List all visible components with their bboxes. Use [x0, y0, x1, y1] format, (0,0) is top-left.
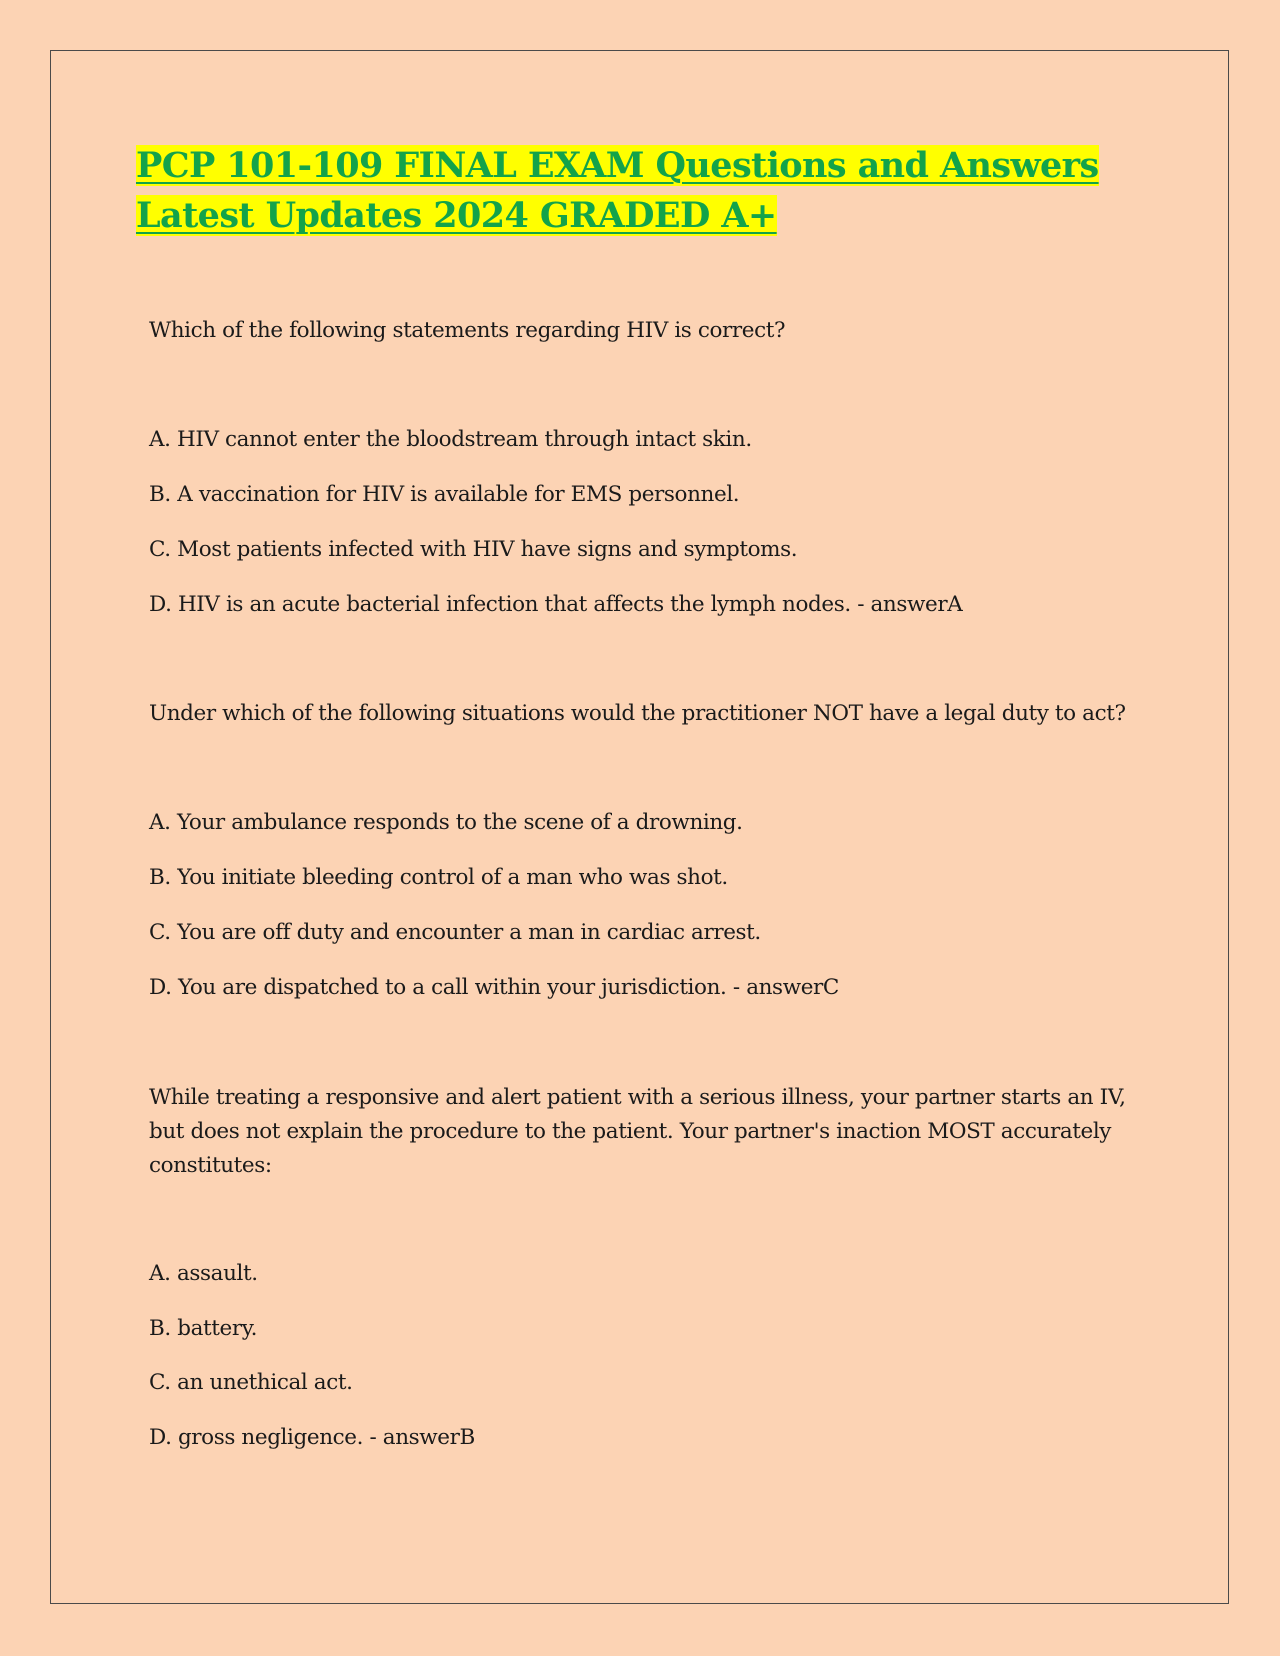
question-2-option-b: B. You initiate bleeding control of a man who was shot.	[149, 865, 728, 890]
question-1: Which of the following statements regarding HIV is correct?	[149, 318, 786, 343]
question-1-option-d: D. HIV is an acute bacterial infection that affects the lymph nodes. - answerA	[149, 592, 963, 617]
question-1-option-b: B. A vaccination for HIV is available for EMS personnel.	[149, 482, 740, 507]
question-3-option-d: D. gross negligence. - answerB	[149, 1425, 475, 1450]
question-1-option-a: A. HIV cannot enter the bloodstream through intact skin.	[149, 427, 752, 452]
question-1-option-c: C. Most patients infected with HIV have signs and symptoms.	[149, 537, 798, 562]
question-3-option-c: C. an unethical act.	[149, 1370, 353, 1395]
question-3-option-b: B. battery.	[149, 1316, 258, 1341]
question-3: While treating a responsive and alert patient with a serious illness, your partner starts an IV, but does not explain the procedure to the patient. Your partner's inaction MOST accurately constitutes:	[149, 1085, 1126, 1178]
question-2-option-a: A. Your ambulance responds to the scene of a drowning.	[149, 810, 743, 835]
question-2-option-c: C. You are off duty and encounter a man in cardiac arrest.	[149, 920, 761, 945]
question-2: Under which of the following situations would the practitioner NOT have a legal duty to act?	[149, 701, 1126, 726]
document-title	[136, 141, 1136, 241]
question-2-option-d: D. You are dispatched to a call within your jurisdiction. - answerC	[149, 975, 839, 1000]
question-3-option-a: A. assault.	[149, 1261, 258, 1286]
title-highlight: PCP 101-109 FINAL EXAM Questions and Answers Latest Updates 2024 GRADED A+	[136, 145, 1099, 236]
